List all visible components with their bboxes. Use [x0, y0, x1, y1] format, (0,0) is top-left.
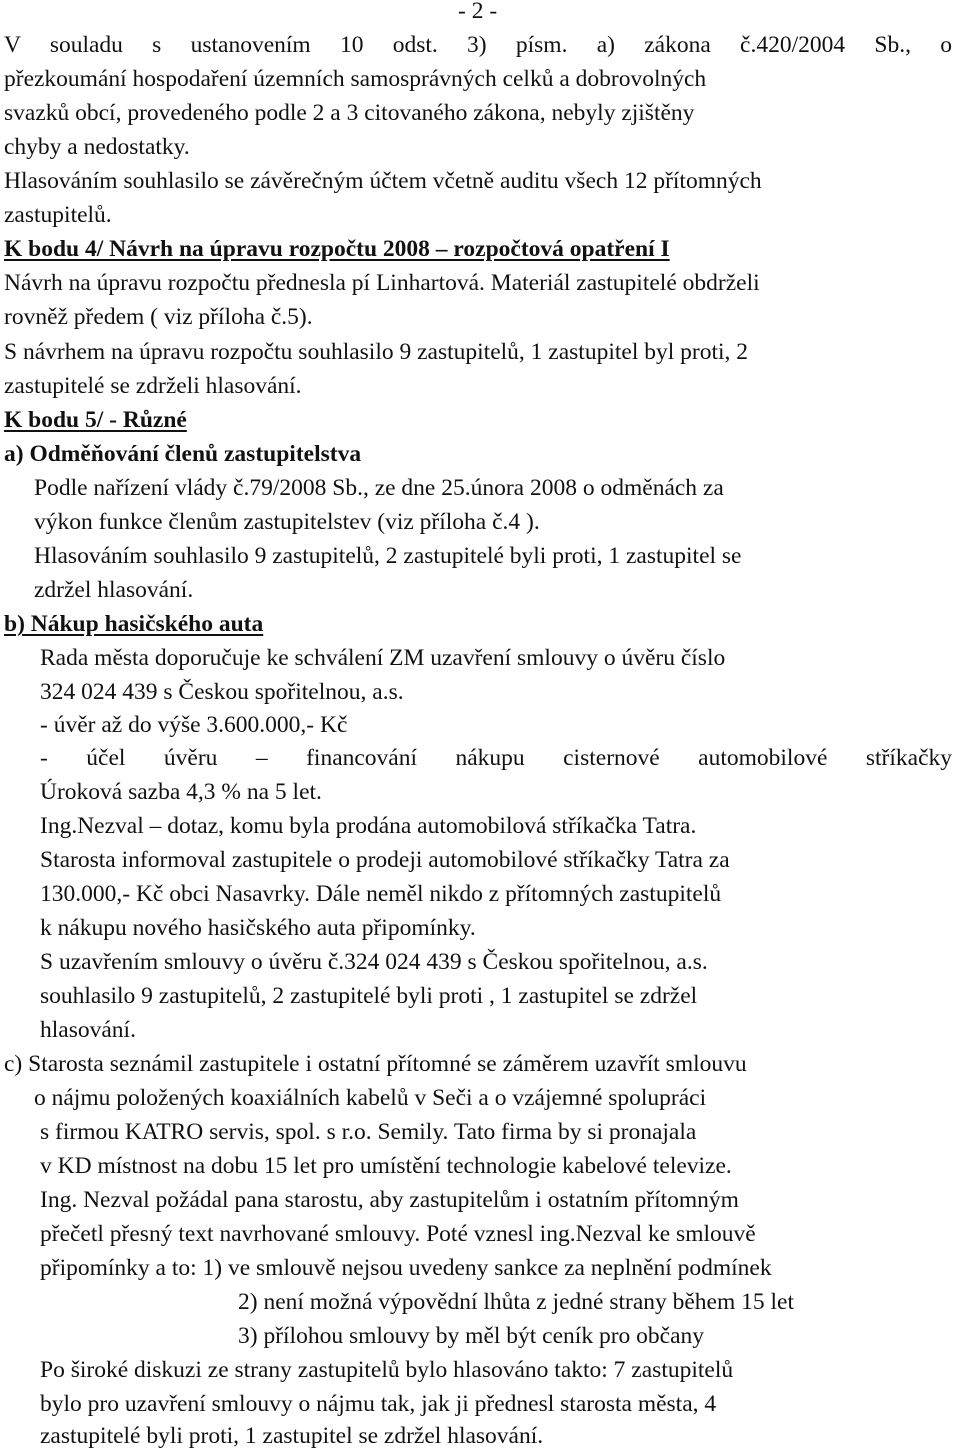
text-line: souhlasilo 9 zastupitelů, 2 zastupitelé byli proti , 1 zastupitel se zdržel — [40, 983, 698, 1009]
list-item: - účel úvěru – financování nákupu cisternové automobilové stříkačky — [40, 745, 952, 771]
section-heading: K bodu 5/ - Různé — [4, 407, 187, 433]
text-line: Ing. Nezval požádal pana starostu, aby zastupitelům i ostatním přítomným — [40, 1187, 739, 1213]
text-line: 130.000,- Kč obci Nasavrky. Dále neměl nikdo z přítomných zastupitelů — [40, 881, 722, 907]
list-item: - úvěr až do výše 3.600.000,- Kč — [40, 712, 348, 738]
text-line: Hlasováním souhlasilo 9 zastupitelů, 2 zastupitelé byli proti, 1 zastupitel se — [34, 543, 742, 569]
text-line: 2) není možná výpovědní lhůta z jedné strany během 15 let — [238, 1289, 795, 1315]
text-line: zastupitelé byli proti, 1 zastupitel se zdržel hlasování. — [40, 1423, 544, 1449]
text-line: k nákupu nového hasičského auta připomínky. — [40, 915, 476, 941]
text-line: výkon funkce členům zastupitelstev (viz příloha č.4 ). — [34, 509, 540, 535]
text-line: svazků obcí, provedeného podle 2 a 3 citovaného zákona, nebyly zjištěny — [4, 100, 695, 126]
page-number: - 2 - — [458, 0, 498, 24]
text-line: 324 024 439 s Českou spořitelnou, a.s. — [40, 679, 404, 705]
section-heading: K bodu 4/ Návrh na úpravu rozpočtu 2008 – rozpočtová opatření I — [4, 236, 670, 262]
text-line: Návrh na úpravu rozpočtu přednesla pí Linhartová. Materiál zastupitelé obdrželi — [4, 270, 760, 296]
text-line: zastupitelé se zdrželi hlasování. — [4, 373, 302, 399]
text-line: V souladu s ustanovením 10 odst. 3) písm. a) zákona č.420/2004 Sb., o — [4, 32, 952, 58]
text-line: připomínky a to: 1) ve smlouvě nejsou uvedeny sankce za neplnění podmínek — [40, 1255, 772, 1281]
text-line: S návrhem na úpravu rozpočtu souhlasilo 9 zastupitelů, 1 zastupitel byl proti, 2 — [4, 339, 749, 365]
subsection-heading: a) Odměňování členů zastupitelstva — [4, 441, 362, 467]
text-line: chyby a nedostatky. — [4, 134, 190, 160]
text-line: Hlasováním souhlasilo se závěrečným účtem včetně auditu všech 12 přítomných — [4, 168, 762, 194]
text-line: Úroková sazba 4,3 % na 5 let. — [40, 779, 322, 805]
text-line: přezkoumání hospodaření územních samosprávných celků a dobrovolných — [4, 66, 707, 92]
text-line: o nájmu položených koaxiálních kabelů v Seči a o vzájemné spolupráci — [34, 1085, 707, 1111]
text-line: zdržel hlasování. — [34, 577, 194, 603]
text-line: Starosta informoval zastupitele o prodeji automobilové stříkačky Tatra za — [40, 847, 730, 873]
text-line: 3) přílohou smlouvy by měl být ceník pro občany — [238, 1323, 705, 1349]
text-line: přečetl přesný text navrhované smlouvy. Poté vznesl ing.Nezval ke smlouvě — [40, 1221, 756, 1247]
subsection-heading: b) Nákup hasičského auta — [4, 611, 264, 637]
text-line: Rada města doporučuje ke schválení ZM uzavření smlouvy o úvěru číslo — [40, 645, 726, 671]
text-line: hlasování. — [40, 1017, 136, 1043]
text-line: c) Starosta seznámil zastupitele i ostatní přítomné se záměrem uzavřít smlouvu — [4, 1051, 747, 1077]
text-line: Podle nařízení vlády č.79/2008 Sb., ze dne 25.února 2008 o odměnách za — [34, 475, 724, 501]
text-line: v KD místnost na dobu 15 let pro umístění technologie kabelové televize. — [40, 1153, 732, 1179]
text-line: rovněž předem ( viz příloha č.5). — [4, 304, 313, 330]
text-line: Po široké diskuzi ze strany zastupitelů bylo hlasováno takto: 7 zastupitelů — [40, 1357, 734, 1383]
text-line: Ing.Nezval – dotaz, komu byla prodána automobilová stříkačka Tatra. — [40, 813, 697, 839]
text-line: S uzavřením smlouvy o úvěru č.324 024 439 s Českou spořitelnou, a.s. — [40, 949, 708, 975]
text-line: zastupitelů. — [4, 202, 112, 228]
text-line: s firmou KATRO servis, spol. s r.o. Semily. Tato firma by si pronajala — [40, 1119, 697, 1145]
text-line: bylo pro uzavření smlouvy o nájmu tak, jak ji přednesl starosta města, 4 — [40, 1391, 717, 1417]
